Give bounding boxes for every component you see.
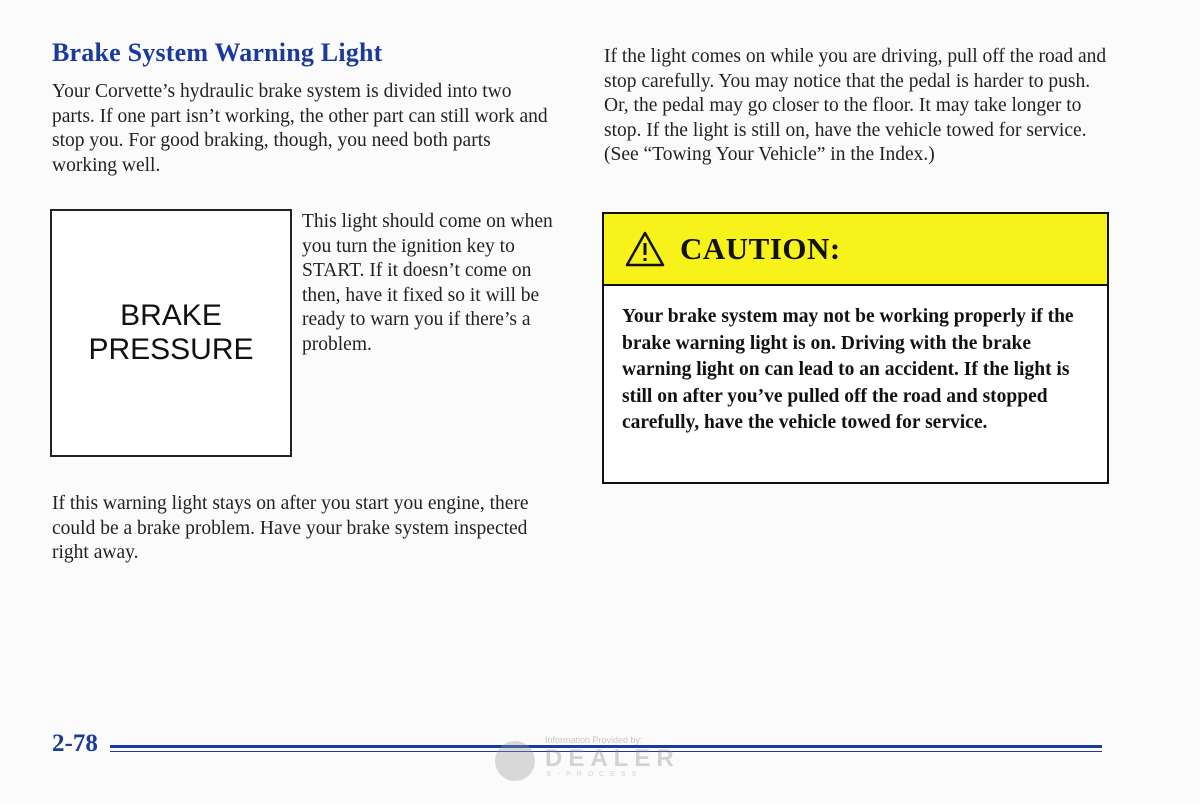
- watermark-small-text: Information Provided by:: [545, 735, 643, 745]
- watermark: [495, 735, 695, 785]
- indicator-label: BRAKE PRESSURE: [88, 299, 254, 366]
- watermark-logo-icon: [495, 741, 535, 781]
- section-heading: Brake System Warning Light: [52, 38, 383, 67]
- page-number: 2-78: [52, 730, 98, 757]
- light-description-paragraph: This light should come on when you turn the ignition key to START. If it doesn’t come on then, have it fixed so it will be ready to warn you if there’s a problem.: [302, 211, 553, 355]
- intro-paragraph: Your Corvette’s hydraulic brake system is divided into two parts. If one part isn’t working, the other part can still work and stop you. For good braking, though, you need both parts working well.: [52, 81, 548, 176]
- watermark-sub: E-PROCESS: [547, 771, 643, 778]
- watermark-brand: DEALER: [545, 745, 680, 772]
- caution-box: [602, 212, 1109, 484]
- warning-triangle-icon: [624, 230, 666, 268]
- brake-indicator-illustration: [50, 209, 292, 457]
- caution-header: [604, 214, 1107, 286]
- caution-body: Your brake system may not be working properly if the brake warning light is on. Driving with the brake warning light on can lead to an accident. If the light is still on after you’ve pulled off the road and stopped carefully, have the vehicle towed for service.: [622, 306, 1074, 433]
- driving-paragraph: If the light comes on while you are driving, pull off the road and stop carefully. You may notice that the pedal is harder to push. Or, the pedal may go closer to the floor. It may take longer to stop. If the light is still on, have the vehicle towed for service. (See “Towing Your Vehicle” in the Index.): [604, 46, 1107, 165]
- stays-on-paragraph: If this warning light stays on after you start you engine, there could be a brake problem. Have your brake system inspected right away.: [52, 493, 529, 563]
- caution-title: CAUTION:: [680, 231, 841, 266]
